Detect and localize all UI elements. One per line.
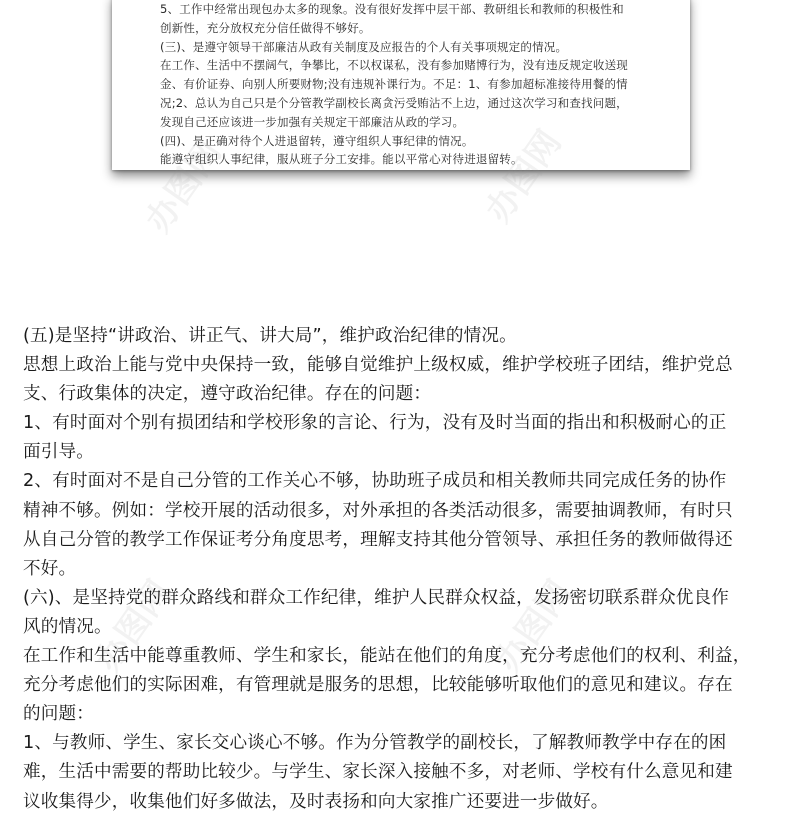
card-text-block [160, 0, 680, 169]
main-line: 风的情况。 [23, 616, 112, 637]
main-line: 充分考虑他们的实际困难，有管理就是服务的思想，比较能够听取他们的意见和建议。存在 [23, 675, 733, 696]
main-line: 思想上政治上能与党中央保持一致，能够自觉维护上级权威，维护学校班子团结，维护党总 [23, 355, 733, 376]
main-line: 2、有时面对不是自己分管的工作关心不够，协助班子成员和相关教师共同完成任务的协作 [23, 471, 727, 492]
main-line: 的问题： [23, 704, 94, 725]
main-line: 难，生活中需要的帮助比较少。与学生、家长深入接触不多，对老师、学校有什么意见和建 [23, 762, 733, 783]
card-line: 能遵守组织人事纪律，服从班子分工安排。能以平常心对待进退留转。 [160, 152, 523, 167]
watermark: 办图网 [88, 573, 180, 680]
card-line: 在工作、生活中不摆阔气，争攀比，不以权谋私，没有参加赌博行为，没有违反规定收送现 [160, 58, 628, 73]
main-line: 精神不够。例如：学校开展的活动很多，对外承担的各类活动很多，需要抽调教师，有时只 [23, 500, 733, 521]
watermark: 办图网 [138, 133, 230, 240]
watermark: 办图网 [488, 573, 580, 680]
main-line: 1、与教师、学生、家长交心谈心不够。作为分管教学的副校长，了解教师教学中存在的困 [23, 733, 727, 754]
main-line: (五)是坚持“讲政治、讲正气、讲大局”，维护政治纪律的情况。 [23, 326, 517, 346]
card-line: 况;2、总认为自己只是个分管教学副校长离贪污受贿沾不上边，通过这次学习和查找问题， [160, 95, 628, 110]
top-document-card [112, 0, 690, 170]
main-line: 支、行政集体的决定，遵守政治纪律。存在的问题： [23, 384, 432, 405]
main-text-block [23, 322, 781, 817]
main-line: 不好。 [23, 558, 77, 579]
card-line: (三)、是遵守领导干部廉洁从政有关制度及应报告的个人有关事项规定的情况。 [160, 39, 568, 54]
main-line: 1、有时面对个别有损团结和学校形象的言论、行为，没有及时当面的指出和积极耐心的正 [23, 413, 727, 434]
main-line: 议收集得少，收集他们好多做法，及时表扬和向大家推广还要进一步做好。 [23, 791, 609, 812]
card-line: 5、工作中经常出现包办太多的现象。没有很好发挥中层干部、教研组长和教师的积极性和 [160, 2, 624, 16]
main-line: 从自己分管的教学工作保证考分角度思考，理解支持其他分管领导、承担任务的教师做得还 [23, 529, 733, 550]
watermark: 办图网 [478, 123, 570, 230]
main-line: 面引导。 [23, 442, 94, 463]
card-line: (四)、是正确对待个人进退留转，遵守组织人事纪律的情况。 [160, 133, 474, 148]
card-line: 发现自己还应该进一步加强有关规定干部廉洁从政的学习。 [160, 114, 465, 129]
card-line: 创新性，充分放权充分信任做得不够好。 [160, 20, 371, 35]
card-line: 金、有价证券、向别人所要财物;没有违规补课行为。不足：1、有参加超标准接待用餐的情 [160, 77, 628, 92]
main-line: (六)、是坚持党的群众路线和群众工作纪律，维护人民群众权益，发扬密切联系群众优良作 [23, 587, 730, 608]
main-line: 在工作和生活中能尊重教师、学生和家长，能站在他们的角度，充分考虑他们的权利、利益， [23, 646, 751, 667]
